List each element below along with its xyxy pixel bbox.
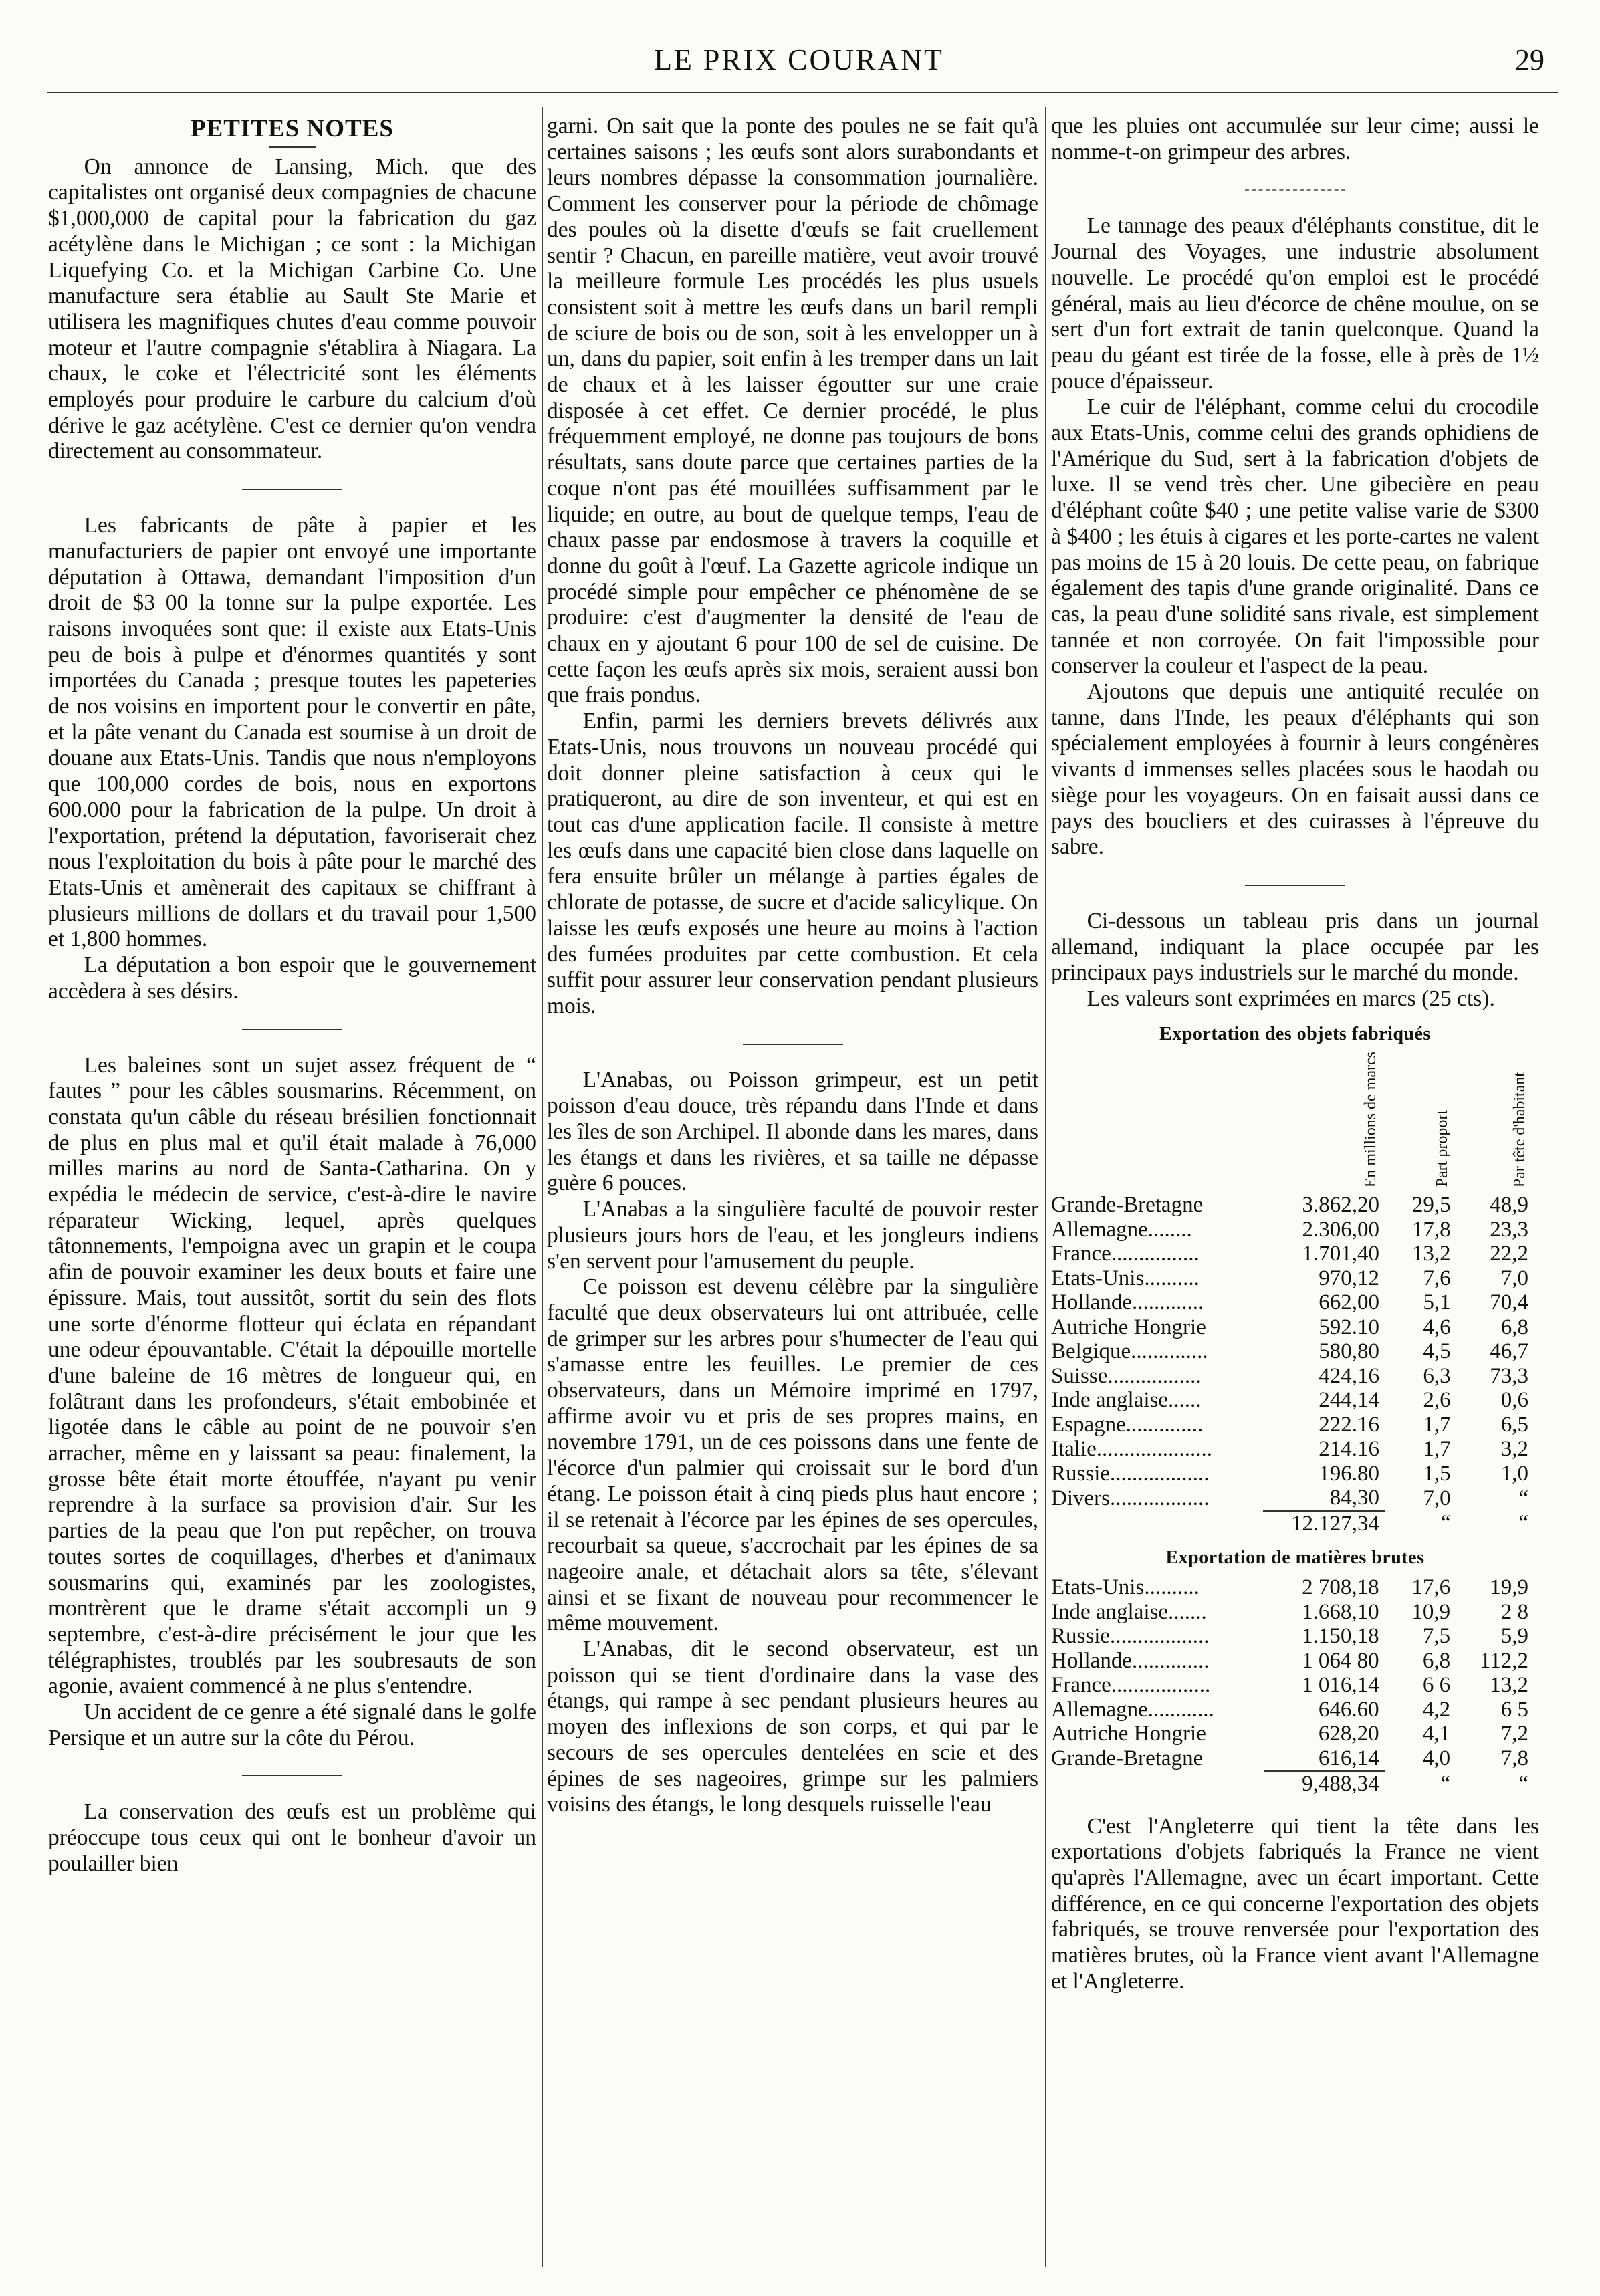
per-capita-cell: 6,8 — [1500, 1314, 1528, 1339]
per-capita-cell: 48,9 — [1490, 1193, 1528, 1218]
share-cell: 13,2 — [1411, 1242, 1451, 1266]
table-header-row — [1051, 1052, 1539, 1193]
per-capita-cell: 7,8 — [1500, 1746, 1528, 1770]
country-cell: Allemagne........ — [1051, 1217, 1192, 1242]
table-caption: Exportation des objets fabriqués — [1159, 1023, 1431, 1044]
table-row — [1051, 1193, 1539, 1218]
table-row — [1051, 1437, 1539, 1462]
per-capita-cell: 19,9 — [1490, 1575, 1528, 1599]
separator — [242, 489, 342, 490]
country-cell: Suisse................. — [1051, 1363, 1202, 1388]
table-row — [1051, 1698, 1539, 1722]
paragraph-pulp: Les fabricants de pâte à papier et les manufacturiers de papier ont envoyé une importante députation à Ottawa, demandant l'imposition d'un droit de $3 00 la tonne sur la pulpe exportée. Les raisons invoquées sont que: il existe aux Etats-Unis peu de bois à pulpe et d'énormes quantités y sont importées du Canada ; presque toutes les papeteries de nos voisins en importent pour le convertir en pâte, et la pâte venant du Canada est soumise à un droit de douane aux Etats-Unis. Tandis que nous n'employons que 100,000 cordes de bois, nous en exportons 600.000 pour la fabrication de la pulpe. Un droit à l'exportation, prétend la députation, favoriserait chez nous l'exploitation du bois à pâte pour le marché des Etats-Unis et amènerait des capitaux se chiffrant à plusieurs millions de dollars et du travail pour 1,500 et 1,800 hommes. — [48, 513, 536, 952]
column-header: En millions de marcs — [1362, 1051, 1380, 1187]
paragraph-conclusion: C'est l'Angleterre qui tient la tête dans les exportations d'objets fabriqués la France ne vient qu'après l'Allemagne, avec un écart important. Cette différence, en ce qui concerne l'exportation des objets fabriqués, se trouve renversée pour l'exportation des matières brutes, où la France vient avant l'Allemagne et l'Angleterre. — [1051, 1813, 1539, 1994]
value-cell: 1.668,10 — [1302, 1599, 1379, 1624]
column-header: Par tête d'habitant — [1511, 1072, 1528, 1187]
paragraph-anabas-end: que les pluies ont accumulée sur leur cime; aussi le nomme-t-on grimpeur des arbres. — [1051, 114, 1539, 164]
per-capita-cell: 73,3 — [1490, 1363, 1528, 1388]
share-cell: 7,0 — [1423, 1486, 1451, 1510]
share-cell: 29,5 — [1411, 1193, 1451, 1218]
per-capita-cell: 70,4 — [1490, 1290, 1528, 1315]
per-capita-cell: 1,0 — [1500, 1461, 1528, 1486]
table-row — [1051, 1218, 1539, 1242]
paragraph-deputation: La députation a bon espoir que le gouvernement accèdera à ses désirs. — [48, 953, 536, 1004]
page-header — [40, 40, 1558, 80]
separator — [242, 1029, 342, 1030]
table-row — [1051, 1339, 1539, 1364]
column-header: Part proport — [1433, 1110, 1451, 1187]
paragraph-patent: Enfin, parmi les derniers brevets délivrés aux Etats-Unis, nous trouvons un nouveau procédé qui doit donner pleine satisfaction à ceux qui le pratiqueront, au dire de son inventeur, et qui est en tout cas d'une application facile. Il consiste à mettre les œufs dans une capacité bien close dans laquelle on fera ensuite brûler un mélange à parties égales de chlorate de potasse, de sucre et d'acide salicylique. On laisse les œufs exposés une heure au moins à l'action des fumées produites par cette combustion. Et cela suffit pour assurer leur conservation pendant plusieurs mois. — [547, 709, 1038, 1018]
journal-title: LE PRIX COURANT — [654, 43, 944, 76]
paragraph-leather: Le cuir de l'éléphant, comme celui du crocodile aux Etats-Unis, comme celui des grands ophidiens de l'Amérique du Sud, sert à la fabrication d'objets de luxe. Il se vend très cher. Une gibecière en peau d'éléphant coûte $40 ; une petite valise varie de $300 à $400 ; les étuis à cigares et les porte-cartes ne valent pas moins de 15 à 20 louis. De cette peau, on fabrique également des tapis d'une grande originalité. Dans ce cas, la peau d'une solidité sans rivale, est simplement tannée et non corroyée. On fait l'impossible pour conserver la couleur et l'aspect de la peau. — [1051, 394, 1539, 679]
per-capita-cell: 23,3 — [1490, 1217, 1528, 1242]
export-table-manufactured — [1051, 1052, 1539, 1536]
value-cell: 628,20 — [1318, 1722, 1379, 1746]
value-cell: 1.150,18 — [1302, 1624, 1379, 1648]
share-cell: 7,5 — [1422, 1624, 1451, 1648]
column-1 — [48, 114, 536, 2260]
value-cell: 84,30 — [1329, 1486, 1380, 1510]
paragraph-antiquity: Ajoutons que depuis une antiquité reculée on tanne, dans l'Inde, les peaux d'éléphants qui son spécialement employées à fournir à leurs congénères vivants d immenses selles placées sous le haodah ou siège pour les voyageurs. On en faisait aussi dans ce pays des boucliers et des cuirasses à l'épreuve du sabre. — [1051, 679, 1539, 860]
table-row — [1051, 1413, 1539, 1438]
per-capita-cell: 5,9 — [1500, 1624, 1528, 1648]
per-capita-cell: 2 8 — [1500, 1599, 1528, 1624]
per-capita-cell: “ — [1518, 1486, 1528, 1510]
country-cell: France.................. — [1051, 1673, 1211, 1697]
country-cell: Russie.................. — [1051, 1461, 1210, 1486]
table-row — [1051, 1364, 1539, 1389]
paragraph-tanning: Le tannage des peaux d'éléphants constitue, dit le Journal des Voyages, une industrie absolument nouvelle. Le procédé qu'on emploi est le procédé général, mais au lieu d'écorce de chêne moulue, on se sert d'un fort extrait de tanin quelconque. Quand la peau du géant est tirée de la fosse, elle à près de 1½ pouce d'épaisseur. — [1051, 213, 1539, 394]
separator — [743, 1044, 843, 1045]
paragraph-units: Les valeurs sont exprimées en marcs (25 cts). — [1087, 986, 1495, 1012]
share-cell: 1,7 — [1423, 1437, 1451, 1462]
value-cell: 2 708,18 — [1302, 1575, 1379, 1599]
share-cell: 1,7 — [1423, 1412, 1451, 1437]
share-cell: 6,8 — [1422, 1648, 1451, 1673]
per-capita-cell: 6,5 — [1500, 1412, 1528, 1437]
country-cell: Autriche Hongrie — [1051, 1722, 1206, 1746]
total-value: 9,488,34 — [1264, 1771, 1385, 1797]
table-row — [1051, 1486, 1539, 1511]
table-row — [1051, 1462, 1539, 1486]
total-label — [1051, 1511, 1263, 1536]
paragraph-whales: Les baleines sont un sujet assez fréquent de “ fautes ” pour les câbles sousmarins. Récemment, on constata qu'un câble du réseau brésilien fonctionnait de plus en plus mal et qu'il était malade à 76,000 milles marins au nord de Santa-Catharina. On y expédia le médecin de service, c'est-à-dire le navire réparateur Wicking, lequel, après quelques tâtonnements, l'empoigna avec un grapin et le coupa afin de pouvoir examiner les deux bouts et faire une épissure. Mais, tout aussitôt, sortit du sein des flots une sorte d'énorme flotteur qui éclata en répandant une odeur épouvantable. C'était la dépouille mortelle d'une baleine de 16 mètres de longueur qui, en folâtrant dans les profondeurs, s'était embobinée et ligotée dans le câble au point de ne pouvoir s'en arracher, même en y laissant sa peau: finalement, la grosse bête était morte étouffée, n'ayant pu venir reprendre à la surface sa provision d'air. Sur les parties de la peau que l'on put repêcher, on trouva toutes sortes de coquillages, d'herbes et d'animaux sousmarins qui, examinés par les zoologistes, montrèrent que le drame s'était accompli un 9 septembre, c'est-à-dire précisément le jour que les télégraphistes, troublés par les soubresauts de son agonie, avaient commencé à ne plus s'entendre. — [48, 1052, 536, 1699]
header-rule — [47, 92, 1558, 94]
paragraph-anabas-faculty: L'Anabas a la singulière faculté de pouvoir rester plusieurs jours hors de l'eau, et les jongleurs indiens s'en servent pour l'amusement du peuple. — [547, 1197, 1038, 1274]
value-cell: 222.16 — [1319, 1412, 1380, 1437]
export-table-raw — [1051, 1575, 1539, 1797]
total-row — [1051, 1511, 1539, 1536]
title-rule — [269, 146, 316, 148]
value-cell: 1 064 80 — [1302, 1648, 1379, 1673]
total-share: “ — [1441, 1511, 1451, 1536]
country-cell: Espagne.............. — [1051, 1412, 1204, 1437]
country-cell: Allemagne............ — [1051, 1697, 1214, 1722]
page-number: 29 — [1515, 43, 1545, 76]
country-cell: Italie..................... — [1051, 1437, 1213, 1462]
country-cell: Autriche Hongrie — [1051, 1314, 1206, 1339]
value-cell: 580,80 — [1319, 1339, 1380, 1364]
share-cell: 6,3 — [1423, 1363, 1451, 1388]
separator — [1245, 189, 1345, 191]
country-cell: Belgique.............. — [1051, 1339, 1208, 1364]
per-capita-cell: 22,2 — [1490, 1242, 1528, 1266]
share-cell: 6 6 — [1422, 1673, 1451, 1697]
paragraph-acetylene: On annonce de Lansing, Mich. que des capitalistes ont organisé deux compagnies de chacune $1,000,000 de capital pour la fabrication du gaz acétylène dans le Michigan ; ce sont : la Michigan Liquefying Co. et la Michigan Carbine Co. Une manufacture sera établie au Sault Ste Marie et utilisera les magnifiques chutes d'eau comme pouvoir moteur et l'autre compagnie s'établira à Niagara. La chaux, le coke et l'électricité sont les éléments employés pour produire le carbure du calcium d'où dérive le gaz acétylène. C'est ce dernier qu'on vendra directement au consommateur. — [48, 154, 536, 464]
per-capita-cell: 6 5 — [1500, 1697, 1528, 1722]
value-cell: 1 016,14 — [1302, 1673, 1379, 1697]
value-cell: 3.862,20 — [1302, 1193, 1380, 1218]
table-row — [1051, 1242, 1539, 1266]
value-cell: 662,00 — [1319, 1290, 1380, 1315]
total-value: 12.127,34 — [1263, 1511, 1385, 1536]
total-per-capita: “ — [1518, 1511, 1528, 1536]
per-capita-cell: 112,2 — [1479, 1648, 1528, 1673]
paragraph-anabas-second: L'Anabas, dit le second observateur, est un poisson qui se tient d'ordinaire dans la vase des étangs, qui rampe à sec pendant plusieurs heures au moyen des inflexions de son corps, et qui par le secours de ses opercules dentelées en scie et des épines de ses nageoires, grimpe sur les palmiers voisins des étangs, le long desquels ruisselle l'eau — [547, 1637, 1038, 1817]
table-row — [1051, 1266, 1539, 1291]
share-cell: 5,1 — [1423, 1290, 1451, 1315]
share-cell: 17,8 — [1411, 1217, 1451, 1242]
country-cell: Hollande............. — [1051, 1290, 1204, 1315]
value-cell: 196.80 — [1319, 1461, 1380, 1486]
value-cell: 1.701,40 — [1302, 1242, 1380, 1266]
country-cell: Grande-Bretagne — [1051, 1193, 1204, 1218]
value-cell: 2.306,00 — [1302, 1217, 1380, 1242]
country-cell: France................ — [1051, 1242, 1199, 1266]
table-row — [1051, 1575, 1539, 1600]
per-capita-cell: 13,2 — [1490, 1673, 1528, 1697]
table-row — [1051, 1388, 1539, 1413]
share-cell: 4,2 — [1422, 1697, 1451, 1722]
share-cell: 10,9 — [1411, 1599, 1451, 1624]
value-cell: 616,14 — [1318, 1746, 1379, 1770]
value-cell: 646.60 — [1318, 1697, 1379, 1722]
value-cell: 244,14 — [1319, 1388, 1380, 1413]
total-row — [1051, 1771, 1539, 1797]
section-title: PETITES NOTES — [191, 115, 394, 142]
total-share: “ — [1440, 1771, 1451, 1796]
share-cell: 4,6 — [1423, 1314, 1451, 1339]
share-cell: 4,0 — [1422, 1746, 1451, 1770]
country-cell: Hollande.............. — [1051, 1648, 1210, 1673]
table-row — [1051, 1746, 1539, 1772]
column-divider — [542, 107, 543, 2267]
share-cell: 4,1 — [1422, 1722, 1451, 1746]
country-cell: Grande-Bretagne — [1051, 1746, 1204, 1770]
paragraph-table-intro: Ci-dessous un tableau pris dans un journal allemand, indiquant la place occupée par les principaux pays industriels sur le marché du monde. — [1051, 908, 1539, 986]
share-cell: 4,5 — [1423, 1339, 1451, 1364]
per-capita-cell: 3,2 — [1500, 1437, 1528, 1462]
value-cell: 592.10 — [1319, 1314, 1380, 1339]
table-row — [1051, 1649, 1539, 1674]
per-capita-cell: 0,6 — [1500, 1388, 1528, 1413]
table-row — [1051, 1315, 1539, 1340]
table-row — [1051, 1600, 1539, 1625]
table-row — [1051, 1290, 1539, 1315]
total-per-capita: “ — [1518, 1771, 1528, 1796]
column-divider — [1045, 107, 1046, 2267]
value-cell: 424,16 — [1319, 1363, 1380, 1388]
column-2 — [547, 114, 1038, 2260]
country-cell: Etats-Unis.......... — [1051, 1266, 1199, 1290]
share-cell: 17,6 — [1411, 1575, 1451, 1599]
country-cell: Inde anglaise....... — [1051, 1599, 1207, 1624]
paragraph-anabas-intro: L'Anabas, ou Poisson grimpeur, est un petit poisson d'eau douce, très répandu dans l'Inde et dans les îles de son Archipel. Il abonde dans les mares, dans les étangs et dans les rivières, et sa taille ne dépasse guère 6 pouces. — [547, 1067, 1038, 1196]
table-row — [1051, 1673, 1539, 1698]
value-cell: 214.16 — [1319, 1437, 1380, 1462]
table-row — [1051, 1624, 1539, 1649]
share-cell: 1,5 — [1423, 1461, 1451, 1486]
total-label — [1051, 1771, 1264, 1797]
country-cell: Inde anglaise...... — [1051, 1388, 1202, 1413]
country-cell: Divers.................. — [1051, 1486, 1210, 1510]
paragraph-accident: Un accident de ce genre a été signalé dans le golfe Persique et un autre sur la côte du Pérou. — [48, 1700, 536, 1750]
separator — [1245, 885, 1345, 886]
paragraph-eggs-start: La conservation des œufs est un problème qui préoccupe tous ceux qui ont le bonheur d'avoir un poulailler bien — [48, 1799, 536, 1876]
country-cell: Russie.................. — [1051, 1624, 1210, 1648]
column-3 — [1051, 114, 1539, 2260]
paragraph-anabas-observers: Ce poisson est devenu célèbre par la singulière faculté que deux observateurs lui ont attribuée, celle de grimper sur les arbres pour s'humecter de l'eau qui s'amasse entre les feuilles. Le premier de ces observateurs, dans un Mémoire imprimé en 1797, affirme avoir vu et pris de ses propres mains, en novembre 1791, un de ces poissons dans une fente de l'écorce d'un palmier qui croissait sur le bord d'un étang. Le poisson était à cinq pieds plus haut encore ; il se retenait à l'écorce par les épines de ses opercules, recourbait sa queue, s'accrochait par les épines de sa nageoire anale, et détachait alors sa tête, s'élevant ainsi et se fixant de nouveau pour recommencer le même mouvement. — [547, 1274, 1038, 1636]
per-capita-cell: 7,0 — [1500, 1266, 1528, 1290]
table-row — [1051, 1722, 1539, 1746]
share-cell: 2,6 — [1423, 1388, 1451, 1413]
paragraph-eggs-cont: garni. On sait que la ponte des poules ne se fait qu'à certaines saisons ; les œufs sont alors surabondants et leurs nombres dépasse la consommation journalière. Comment les conserver pour la période de chômage des poules où la disette d'œufs se fait cruellement sentir ? Chacun, en pareille matière, veut avoir trouvé la meilleure formule Les procédés les plus usuels consistent soit à mettre les œufs dans un baril rempli de sciure de bois ou de son, soit à les envelopper un à un, dans du papier, soit enfin à les tremper dans un lait de chaux et à les laisser égoutter sur une craie disposée à cet effet. Ce dernier procédé, le plus fréquemment employé, ne donne pas toujours de bons résultats, sans doute parce que certaines parties de la coque n'ont pas été mouillées suffisamment par le liquide; en outre, au bout de quelque temps, l'eau de chaux passe par endosmose à travers la coquille et donne du goût à l'œuf. La Gazette agricole indique un procédé simple pour empêcher ce phénomène de se produire: c'est d'augmenter la densité de l'eau de chaux en y ajoutant 6 pour 100 de sel de cuisine. De cette façon les œufs après six mois, seraient aussi bon que frais pondus. — [547, 114, 1038, 708]
per-capita-cell: 46,7 — [1490, 1339, 1528, 1364]
country-cell: Etats-Unis.......... — [1051, 1575, 1199, 1599]
per-capita-cell: 7,2 — [1500, 1722, 1528, 1746]
value-cell: 970,12 — [1319, 1266, 1380, 1290]
table-caption: Exportation de matières brutes — [1165, 1547, 1425, 1569]
separator — [242, 1775, 342, 1776]
share-cell: 7,6 — [1423, 1266, 1451, 1290]
